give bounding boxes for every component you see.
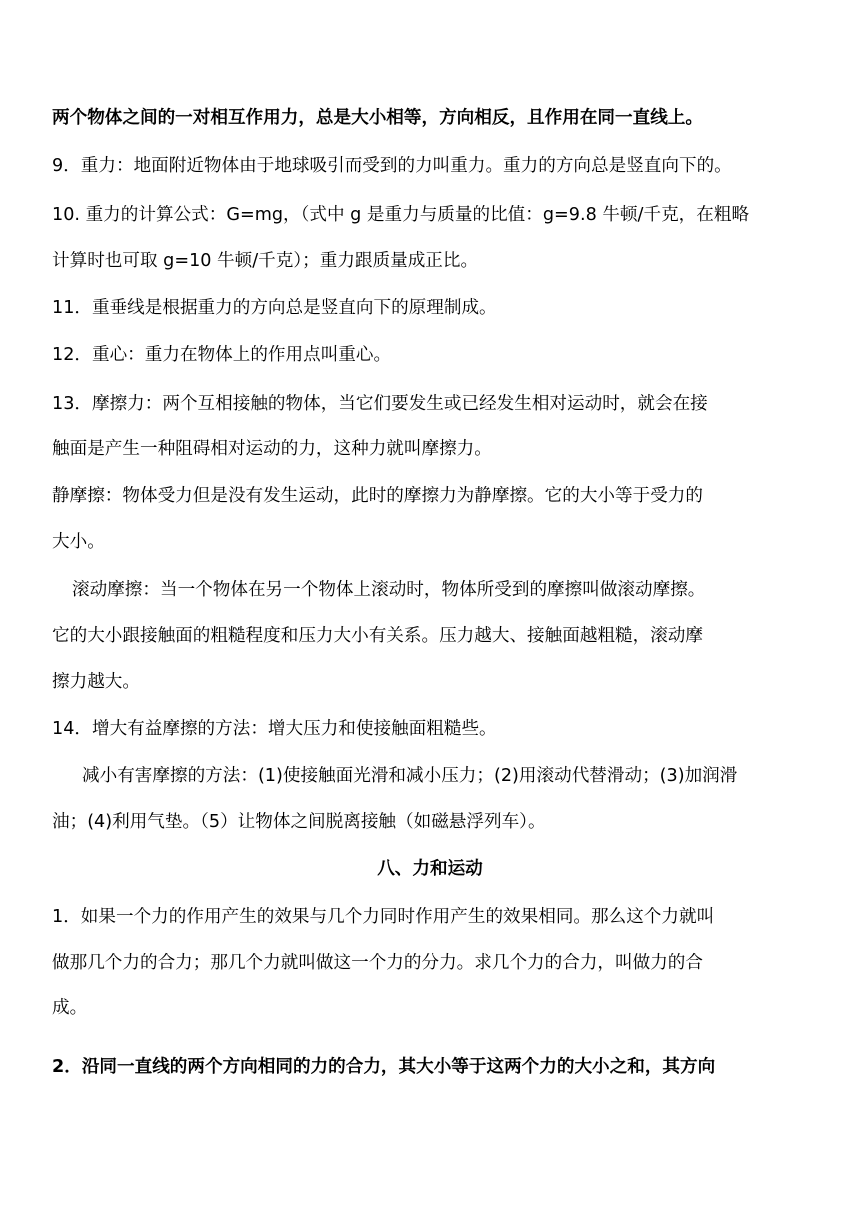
- text-line: 12．重心：重力在物体上的作用点叫重心。: [52, 345, 392, 365]
- text-line: 14．增大有益摩擦的方法：增大压力和使接触面粗糙些。: [52, 719, 497, 739]
- text-line: 减小有害摩擦的方法：(1)使接触面光滑和减小压力；(2)用滚动代替滑动；(3)加润滑: [82, 766, 738, 786]
- text-line: 做那几个力的合力；那几个力就叫做这一个力的分力。求几个力的合力，叫做力的合: [52, 953, 703, 973]
- text-line: 触面是产生一种阻碍相对运动的力，这种力就叫摩擦力。: [52, 439, 492, 459]
- text-line: 油；(4)利用气垫。（5）让物体之间脱离接触（如磁悬浮列车）。: [52, 812, 546, 832]
- text-line: 9．重力：地面附近物体由于地球吸引而受到的力叫重力。重力的方向总是竖直向下的。: [52, 156, 732, 176]
- text-line: 大小。: [52, 532, 105, 552]
- section-heading: 八、力和运动: [377, 859, 483, 879]
- text-line: 成。: [52, 998, 88, 1018]
- text-line: 静摩擦：物体受力但是没有发生运动，此时的摩擦力为静摩擦。它的大小等于受力的: [52, 486, 703, 506]
- text-line: 10. 重力的计算公式：G=mg，（式中 g 是重力与质量的比值：g=9.8 牛顿/千克，在粗略: [52, 205, 750, 225]
- text-line: 1．如果一个力的作用产生的效果与几个力同时作用产生的效果相同。那么这个力就叫: [52, 907, 715, 927]
- text-line: 两个物体之间的一对相互作用力，总是大小相等，方向相反，且作用在同一直线上。: [52, 108, 703, 128]
- text-line: 11．重垂线是根据重力的方向总是竖直向下的原理制成。: [52, 298, 497, 318]
- text-line: 它的大小跟接触面的粗糙程度和压力大小有关系。压力越大、接触面越粗糙，滚动摩: [52, 626, 703, 646]
- text-line: 计算时也可取 g=10 牛顿/千克）；重力跟质量成正比。: [52, 251, 479, 271]
- text-line: 13．摩擦力：两个互相接触的物体，当它们要发生或已经发生相对运动时，就会在接: [52, 394, 708, 414]
- text-line: 擦力越大。: [52, 672, 140, 692]
- text-line: 2．沿同一直线的两个方向相同的力的合力，其大小等于这两个力的大小之和，其方向: [52, 1057, 716, 1077]
- text-line: 滚动摩擦：当一个物体在另一个物体上滚动时，物体所受到的摩擦叫做滚动摩擦。: [72, 580, 706, 600]
